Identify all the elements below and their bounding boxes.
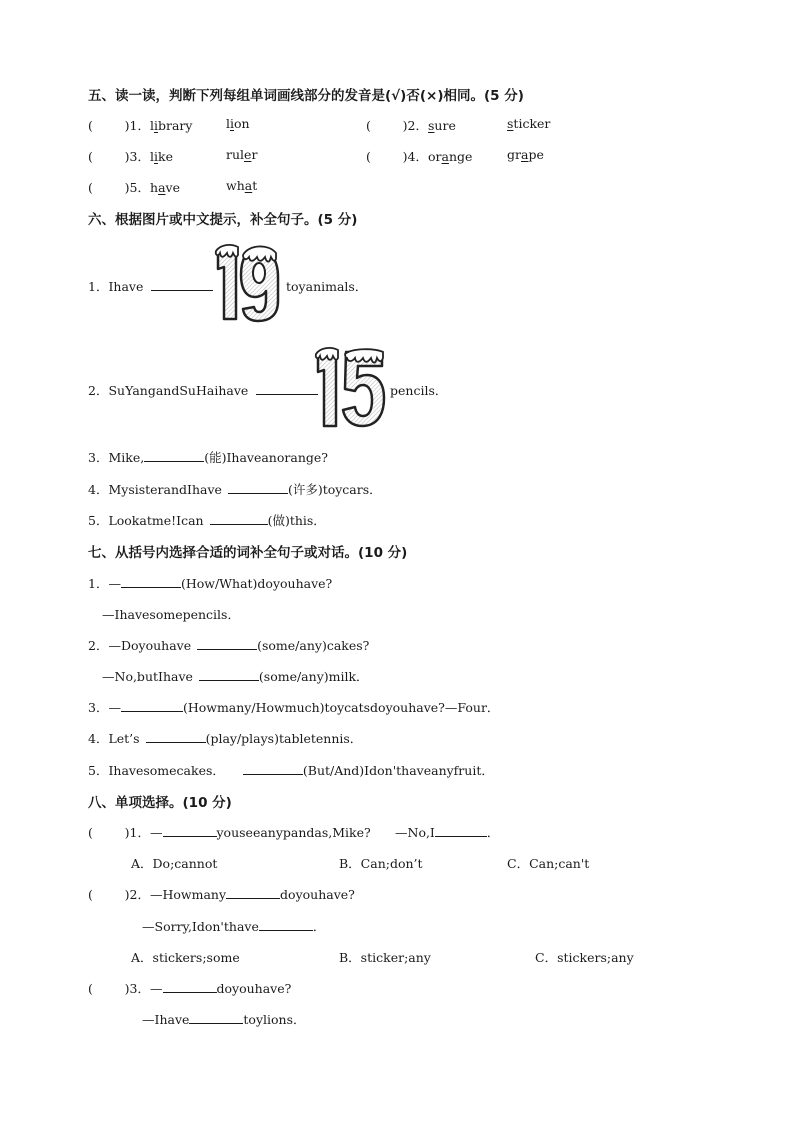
q-text: (play/plays)tabletennis． [205, 731, 363, 746]
sec8-q1 [88, 823, 371, 841]
sec7-q3 [88, 698, 499, 716]
number-19-icon [212, 243, 282, 323]
item-number: 5． [88, 513, 109, 528]
sec6-q3 [88, 448, 328, 466]
answer-paren[interactable]: ( ) [366, 149, 408, 164]
sec6-q1-tail: toyanimals． [286, 279, 368, 294]
sec7-q4 [88, 729, 362, 747]
answer-paren[interactable]: ( ) [88, 149, 130, 164]
item-number: 1． [129, 118, 150, 133]
option-c[interactable]: C．stickers;any [535, 950, 634, 965]
q-text: — [150, 981, 163, 996]
answer-blank[interactable] [163, 824, 217, 837]
answer-blank[interactable] [210, 512, 268, 525]
sec7-q1 [88, 574, 332, 592]
item-number: 2． [88, 638, 109, 653]
answer-paren[interactable]: ( ) [88, 180, 130, 195]
q-text: Mike, [108, 450, 145, 465]
sec5-item-5 [88, 178, 180, 196]
sec5-item-4 [366, 147, 472, 165]
item-number: 4． [407, 149, 428, 164]
sec6-q5 [88, 511, 326, 529]
item-number: 3． [88, 700, 109, 715]
q-text: youseeanypandas,Mike? [216, 825, 371, 840]
word-1: sure [428, 118, 456, 133]
q-text: —Doyouhave [108, 638, 192, 653]
q-text: (能)Ihaveanorange? [204, 450, 328, 465]
item-number: 3． [129, 981, 150, 996]
q-text: MysisterandIhave [108, 482, 222, 497]
item-number: 4． [88, 482, 109, 497]
item-number: 1． [129, 825, 150, 840]
sec5-item-1 [88, 116, 192, 134]
answer-blank[interactable] [151, 278, 213, 291]
answer-blank[interactable] [121, 699, 183, 712]
answer-blank[interactable] [228, 481, 288, 494]
q-text: — [108, 700, 121, 715]
answer-blank[interactable] [146, 730, 206, 743]
sec5-item-2 [366, 116, 456, 134]
sec7-q1-reply: —Ihavesomepencils． [102, 607, 240, 622]
sec8-q3 [88, 979, 291, 997]
sec5-item-1-word2: lion [226, 116, 250, 131]
q-text: (Howmany/Howmuch)toycatsdoyouhave?—Four． [182, 700, 500, 715]
q-text: Ihavesomecakes． [108, 763, 225, 778]
answer-blank[interactable] [121, 575, 181, 588]
sec5-item-2-word2: sticker [507, 116, 551, 131]
sec7-q5 [88, 761, 494, 779]
option-a[interactable]: A．Do;cannot [131, 856, 218, 871]
item-number: 1． [88, 279, 109, 294]
section-8-title: 八、单项选择。(10 分) [88, 795, 232, 811]
answer-blank[interactable] [144, 449, 204, 462]
answer-blank[interactable] [259, 918, 313, 931]
q-text: Lookatme!Ican [108, 513, 204, 528]
item-number: 3． [88, 450, 109, 465]
q-text: (许多)toycars． [287, 482, 382, 497]
sec5-item-4-word2: grape [507, 147, 544, 162]
q-text: Let’s [108, 731, 140, 746]
sec6-q2 [88, 381, 318, 399]
sec7-q2-reply: —No,butIhave (some/any)milk． [102, 669, 369, 684]
q-text: (How/What)doyouhave? [180, 576, 333, 591]
sec8-q2 [88, 885, 355, 903]
sec6-q2-tail: pencils． [390, 383, 448, 398]
answer-blank[interactable] [256, 382, 318, 395]
option-b[interactable]: B．sticker;any [339, 950, 431, 965]
item-number: 2． [88, 383, 109, 398]
sec6-q4 [88, 480, 382, 498]
section-7-title: 七、从括号内选择合适的词补全句子或对话。(10 分) [88, 545, 408, 561]
sec7-q2 [88, 636, 369, 654]
item-number: 3． [129, 149, 150, 164]
q-text: —Howmany [150, 887, 227, 902]
answer-paren[interactable]: ( ) [88, 825, 130, 840]
sec5-item-3 [88, 147, 173, 165]
answer-blank[interactable] [226, 886, 280, 899]
option-b[interactable]: B．Can;don’t [339, 856, 423, 871]
answer-blank[interactable] [243, 762, 303, 775]
item-number: 5． [129, 180, 150, 195]
answer-blank[interactable] [199, 668, 259, 681]
q-text: (But/And)Idon'thaveanyfruit． [302, 763, 494, 778]
answer-paren[interactable]: ( ) [366, 118, 408, 133]
answer-blank[interactable] [189, 1011, 243, 1024]
answer-blank[interactable] [435, 824, 487, 837]
sec6-q1 [88, 277, 213, 295]
number-15-icon [312, 346, 388, 430]
section-6-title: 六、根据图片或中文提示，补全句子。(5 分) [88, 212, 358, 228]
item-number: 4． [88, 731, 109, 746]
section-5-title: 五、读一读，判断下列每组单词画线部分的发音是(√)否(×)相同。(5 分) [88, 88, 524, 104]
item-number: 1． [88, 576, 109, 591]
option-c[interactable]: C．Can;can't [507, 856, 590, 871]
q-text: doyouhave? [280, 887, 355, 902]
q-text: (做)this． [267, 513, 326, 528]
answer-blank[interactable] [197, 637, 257, 650]
q-text: — [150, 825, 163, 840]
sec5-item-3-word2: ruler [226, 147, 258, 162]
sec8-q1-reply: —No,I ． [395, 825, 500, 840]
q-text: SuYangandSuHaihave [108, 383, 249, 398]
q-text: Ihave [108, 279, 144, 294]
answer-blank[interactable] [163, 980, 217, 993]
word-1: like [150, 149, 173, 164]
q-text: (some/any)cakes? [257, 638, 370, 653]
item-number: 5． [88, 763, 109, 778]
sec5-item-5-word2: what [226, 178, 258, 193]
sec8-q2-reply: —Sorry,Idon'thave ． [142, 919, 326, 934]
answer-paren[interactable]: ( ) [88, 118, 130, 133]
item-number: 2． [407, 118, 428, 133]
answer-paren[interactable]: ( ) [88, 981, 130, 996]
q-text: doyouhave? [216, 981, 292, 996]
word-1: orange [428, 149, 473, 164]
item-number: 2． [129, 887, 150, 902]
word-1: have [150, 180, 180, 195]
word-1: library [150, 118, 193, 133]
sec8-q3-reply: —Ihave toylions． [142, 1012, 306, 1027]
q-text: — [108, 576, 121, 591]
option-a[interactable]: A．stickers;some [131, 950, 240, 965]
answer-paren[interactable]: ( ) [88, 887, 130, 902]
